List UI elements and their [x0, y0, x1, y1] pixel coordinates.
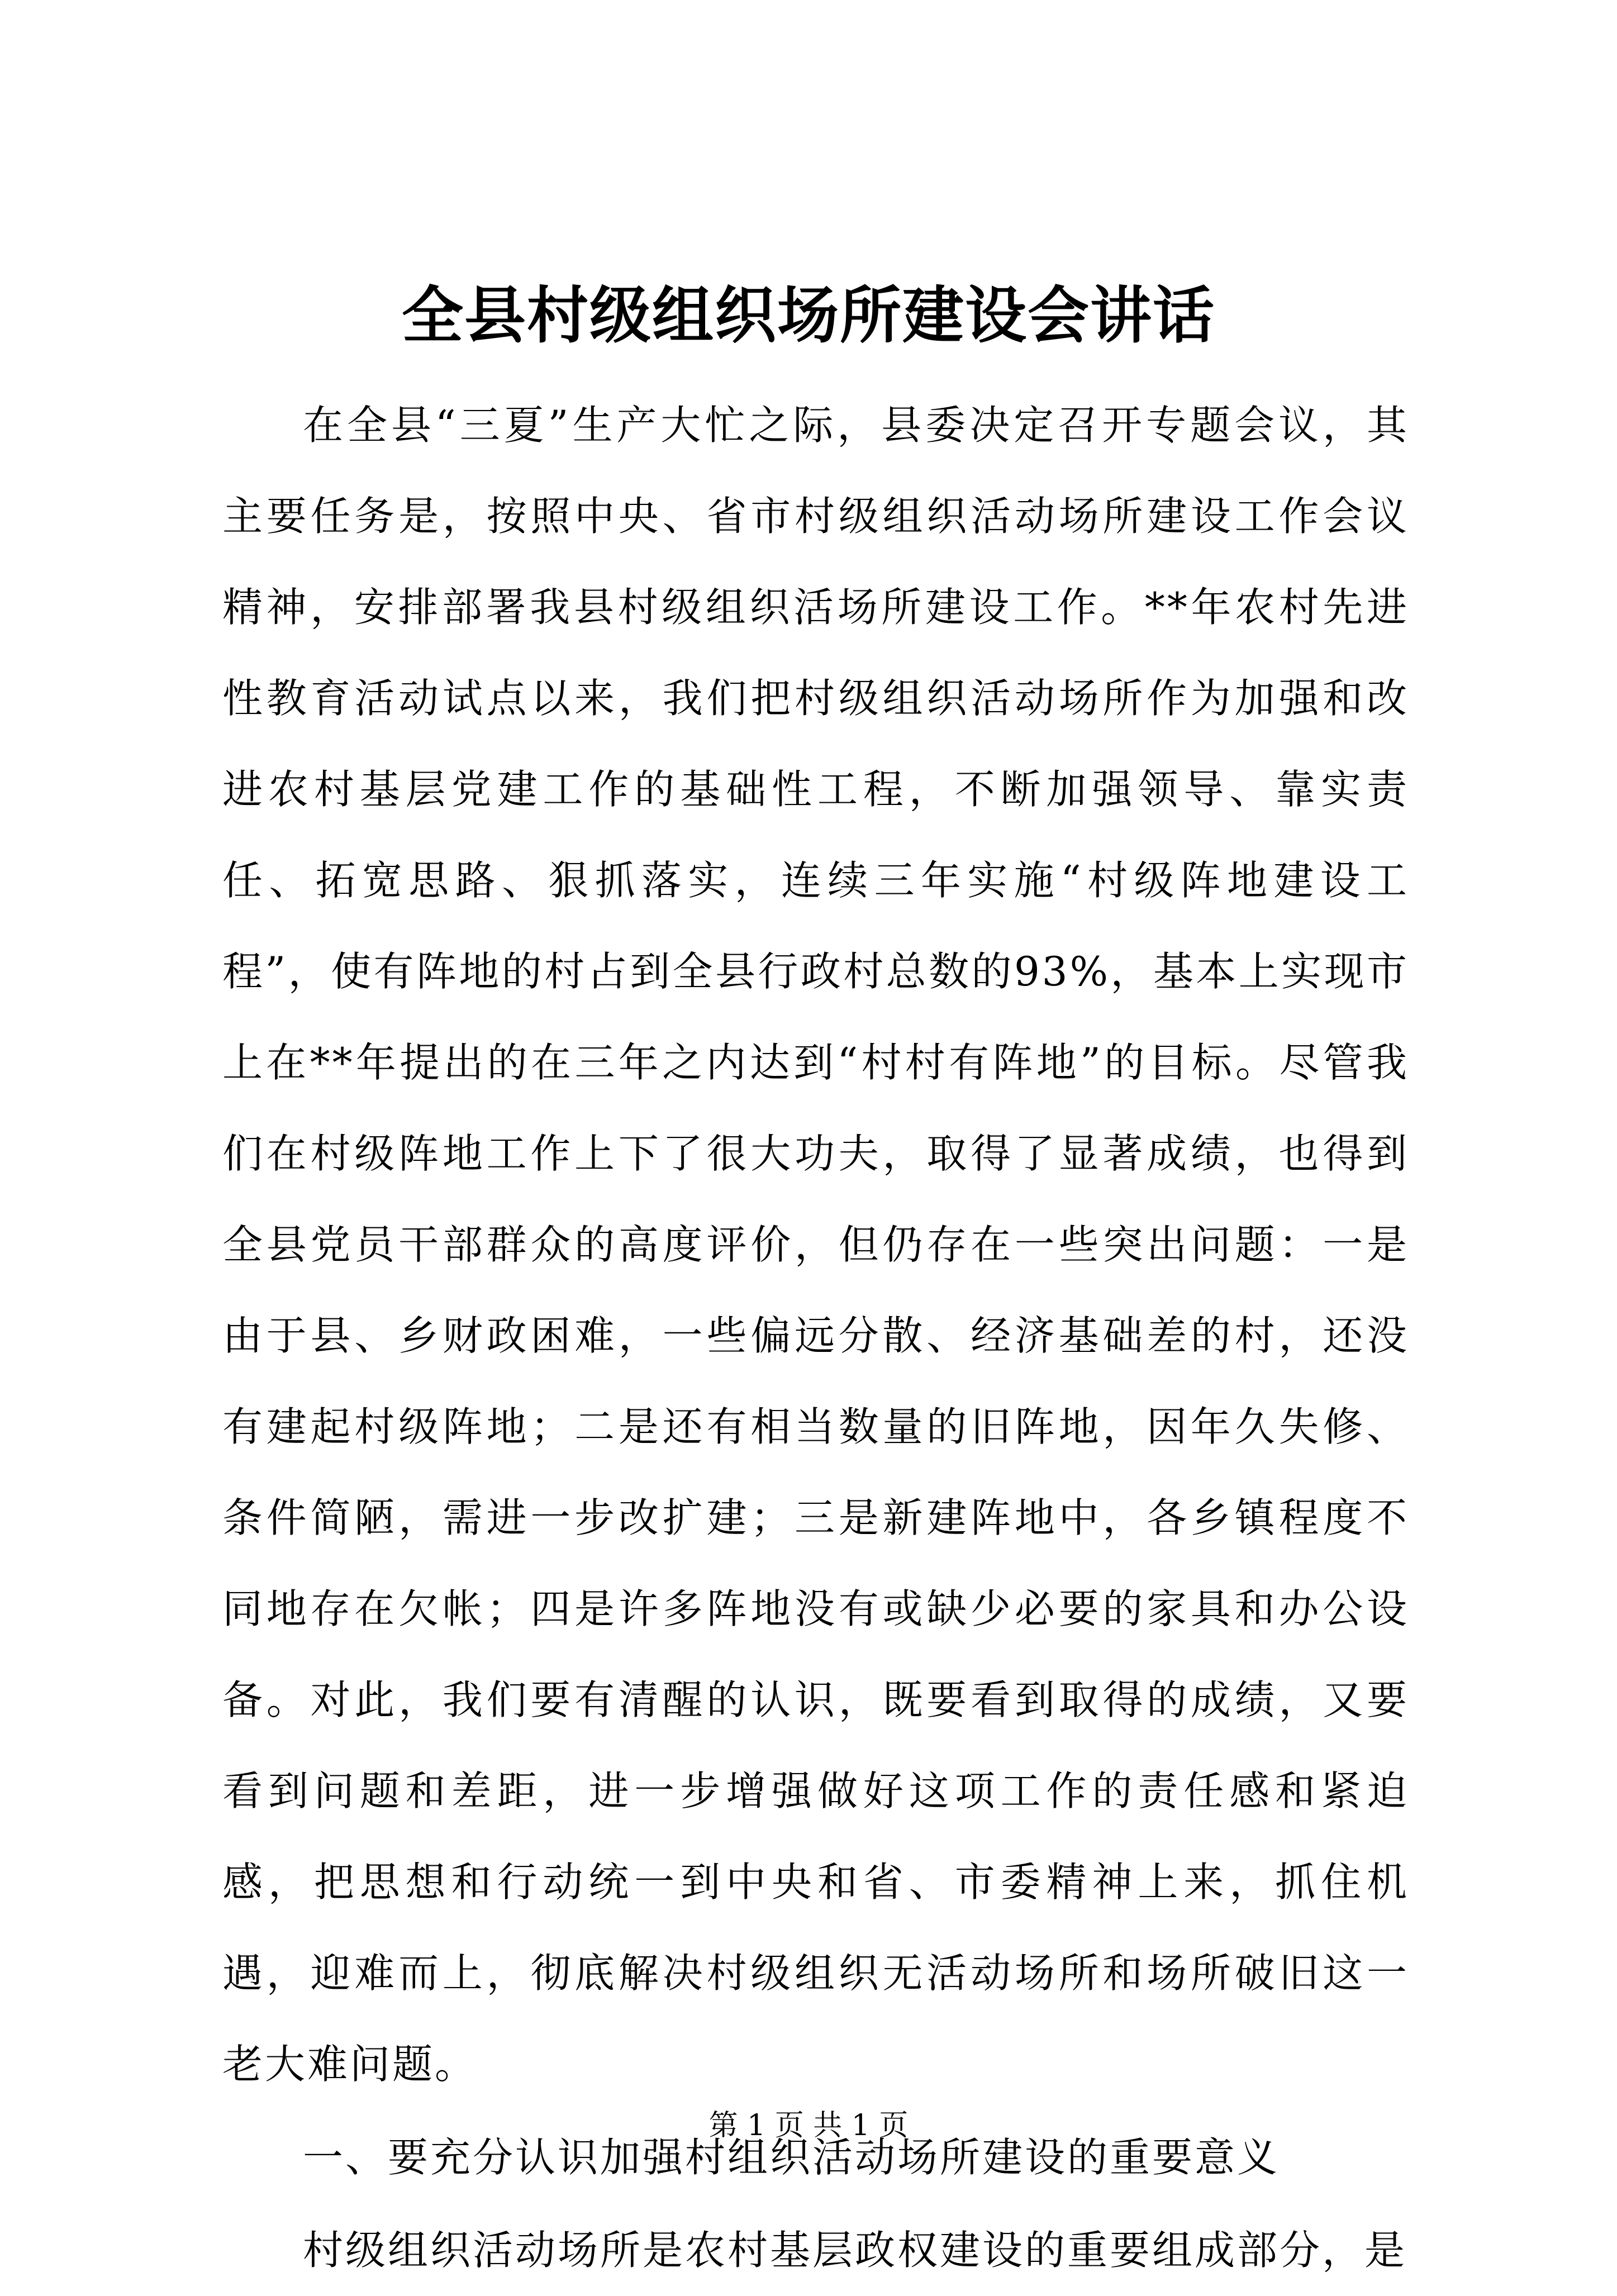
section-paragraph: 村级组织活动场所是农村基层政权建设的重要组成部分，是 — [303, 2227, 1407, 2274]
document-title: 全县村级组织场所建设会讲话 — [402, 279, 1215, 351]
page-footer: 第 1 页 共 1 页 — [708, 2109, 909, 2142]
body-paragraph: 在全县“三夏”生产大忙之际，县委决定召开专题会议，其主要任务是，按照中央、省市村级组织活动场所建设工作会议精神，安排部署我县村级组织活场所建设工作。**年农村先进性教育活动试点以来，我们把村级组织活动场所作为加强和改进农村基层党建工作的基础性工程，不断加强领导、靠实责任、拓宽思路、狠抓落实，连续三年实施“村级阵地建设工程”，使有阵地的村占到全县行政村总数的93%，基本上实现市上在**年提出的在三年之内达到“村村有阵地”的目标。尽管我们在村级阵地工作上下了很大功夫，取得了显著成绩，也得到全县党员干部群众的高度评价，但仍存在一些突出问题：一是由于县、乡财政困难，一些偏远分散、经济基础差的村，还没有建起村级阵地；二是还有相当数量的旧阵地，因年久失修、条件简陋，需进一步改扩建；三是新建阵地中，各乡镇程度不同地存在欠帐；四是许多阵地没有或缺少必要的家具和办公设备。对此，我们要有清醒的认识，既要看到取得的成绩，又要看到问题和差距，进一步增强做好这项工作的责任感和紧迫感，把思想和行动统一到中央和省、市委精神上来，抓住机遇，迎难而上，彻底解决村级组织无活动场所和场所破旧这一老大难问题。 — [222, 402, 1409, 2088]
section-heading: 一、要充分认识加强村组织活动场所建设的重要意义 — [303, 2134, 1280, 2181]
document-body — [222, 380, 1409, 2296]
